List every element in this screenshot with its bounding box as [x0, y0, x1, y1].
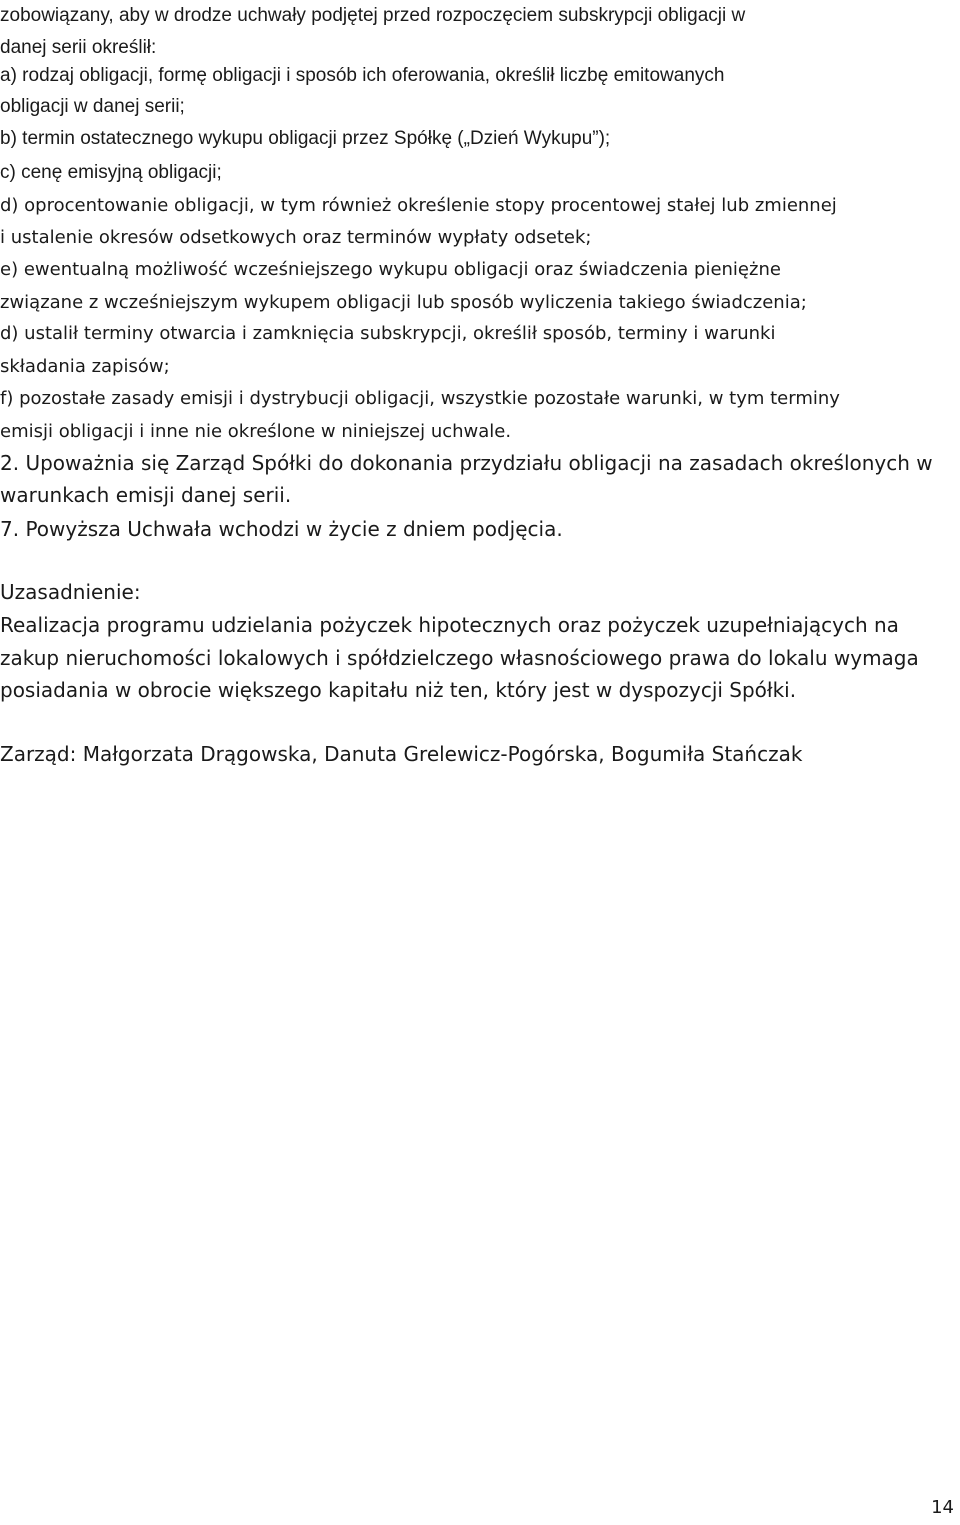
- text-line: d) ustalił terminy otwarcia i zamknięcia subskrypcji, określił sposób, terminy i warunki: [0, 323, 776, 344]
- text-line: c) cenę emisyjną obligacji;: [0, 162, 222, 183]
- text-line: obligacji w danej serii;: [0, 96, 185, 117]
- text-line: danej serii określił:: [0, 37, 157, 58]
- board-signatures: Zarząd: Małgorzata Drągowska, Danuta Grelewicz-Pogórska, Bogumiła Stańczak: [0, 742, 803, 766]
- text-line: posiadania w obrocie większego kapitału niż ten, który jest w dyspozycji Spółki.: [0, 678, 797, 702]
- text-line: f) pozostałe zasady emisji i dystrybucji obligacji, wszystkie pozostałe warunki, w tym terminy: [0, 388, 840, 409]
- text-line: 7. Powyższa Uchwała wchodzi w życie z dniem podjęcia.: [0, 517, 563, 541]
- text-line: e) ewentualną możliwość wcześniejszego wykupu obligacji oraz świadczenia pieniężne: [0, 259, 781, 280]
- page-number: 14: [931, 1497, 954, 1518]
- text-line: b) termin ostatecznego wykupu obligacji przez Spółkę („Dzień Wykupu”);: [0, 128, 611, 149]
- text-line: zakup nieruchomości lokalowych i spółdzielczego własnościowego prawa do lokalu wymaga: [0, 646, 919, 670]
- text-line: 2. Upoważnia się Zarząd Spółki do dokonania przydziału obligacji na zasadach określonych w: [0, 451, 933, 475]
- text-line: a) rodzaj obligacji, formę obligacji i sposób ich oferowania, określił liczbę emitowanych: [0, 65, 725, 86]
- text-line: i ustalenie okresów odsetkowych oraz terminów wypłaty odsetek;: [0, 227, 592, 248]
- text-line: składania zapisów;: [0, 356, 170, 377]
- text-line: zobowiązany, aby w drodze uchwały podjętej przed rozpoczęciem subskrypcji obligacji w: [0, 5, 746, 26]
- justification-heading: Uzasadnienie:: [0, 580, 141, 604]
- text-line: związane z wcześniejszym wykupem obligacji lub sposób wyliczenia takiego świadczenia;: [0, 292, 807, 313]
- text-line: warunkach emisji danej serii.: [0, 483, 292, 507]
- text-line: Realizacja programu udzielania pożyczek hipotecznych oraz pożyczek uzupełniających na: [0, 613, 899, 637]
- text-line: emisji obligacji i inne nie określone w niniejszej uchwale.: [0, 421, 512, 442]
- text-line: d) oprocentowanie obligacji, w tym również określenie stopy procentowej stałej lub zmiennej: [0, 195, 837, 216]
